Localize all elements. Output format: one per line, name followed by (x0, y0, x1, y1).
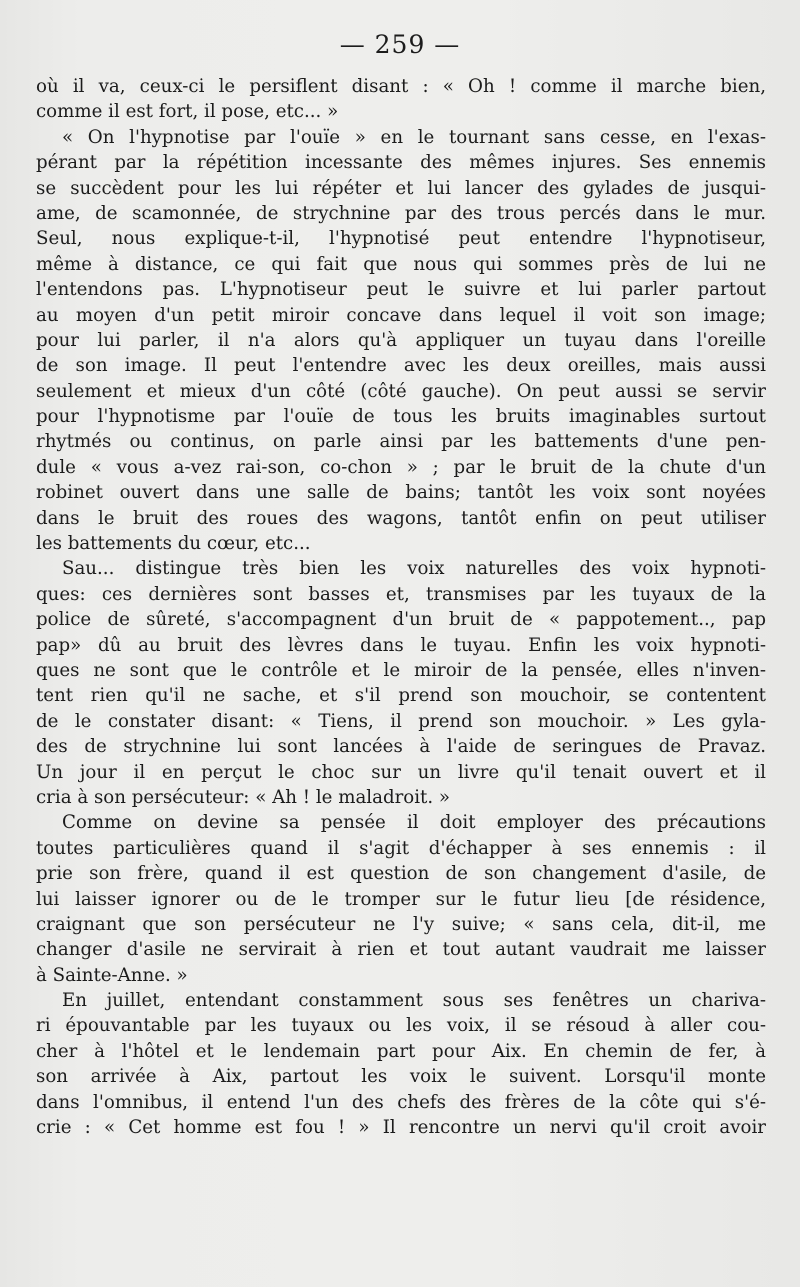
body-text (36, 74, 766, 1140)
text-line: pérant par la répétition incessante des mêmes injures. Ses ennemis (36, 152, 766, 174)
text-line: pour lui parler, il n'a alors qu'à appliquer un tuyau dans l'oreille (36, 329, 766, 351)
text-line: cria à son persécuteur: « Ah ! le maladroit. » (36, 786, 451, 808)
text-line: dans le bruit des roues des wagons, tantôt enfin on peut utiliser (36, 507, 766, 529)
text-line: à Sainte-Anne. » (36, 964, 188, 986)
text-line: ques: ces dernières sont basses et, transmises par les tuyaux de la (36, 583, 766, 605)
page-number: — 259 — (339, 30, 461, 59)
text-line: l'entendons pas. L'hypnotiseur peut le suivre et lui parler partout (36, 279, 766, 301)
text-line: se succèdent pour les lui répéter et lui lancer des gylades de jusqui- (36, 177, 766, 199)
text-line: au moyen d'un petit miroir concave dans lequel il voit son image; (36, 304, 766, 326)
text-line: comme il est fort, il pose, etc... » (36, 101, 339, 123)
text-line: Un jour il en perçut le choc sur un livre qu'il tenait ouvert et il (36, 761, 766, 783)
text-line: En juillet, entendant constamment sous ses fenêtres un chariva- (62, 990, 766, 1012)
text-line: crie : « Cet homme est fou ! » Il rencontre un nervi qu'il croit avoir (36, 1117, 766, 1139)
text-line: tent rien qu'il ne sache, et s'il prend son mouchoir, se contentent (36, 685, 766, 707)
text-line: pour l'hypnotisme par l'ouïe de tous les bruits imaginables surtout (36, 406, 766, 428)
text-line: toutes particulières quand il s'agit d'échapper à ses ennemis : il (36, 837, 766, 859)
text-line: Comme on devine sa pensée il doit employer des précautions (62, 812, 766, 834)
text-line: les battements du cœur, etc... (36, 533, 311, 555)
text-line: lui laisser ignorer ou de le tromper sur le futur lieu [de résidence, (36, 888, 766, 910)
text-line: dule « vous a-vez rai-son, co-chon » ; par le bruit de la chute d'un (36, 456, 766, 478)
text-line: rhytmés ou continus, on parle ainsi par les battements d'une pen- (36, 431, 766, 453)
text-line: craignant que son persécuteur ne l'y suive; « sans cela, dit-il, me (36, 913, 766, 935)
text-line: ri épouvantable par les tuyaux ou les voix, il se résoud à aller cou- (36, 1015, 766, 1037)
text-line: « On l'hypnotise par l'ouïe » en le tournant sans cesse, en l'exas- (62, 126, 766, 148)
text-line: même à distance, ce qui fait que nous qui sommes près de lui ne (36, 253, 766, 275)
text-line: de le constater disant: « Tiens, il prend son mouchoir. » Les gyla- (36, 710, 766, 732)
text-line: cher à l'hôtel et le lendemain part pour Aix. En chemin de fer, à (36, 1040, 766, 1062)
text-line: son arrivée à Aix, partout les voix le suivent. Lorsqu'il monte (36, 1066, 766, 1088)
text-line: Seul, nous explique-t-il, l'hypnotisé peut entendre l'hypnotiseur, (36, 228, 766, 250)
text-line: pap» dû au bruit des lèvres dans le tuyau. Enfin les voix hypnoti- (36, 634, 766, 656)
text-line: robinet ouvert dans une salle de bains; tantôt les voix sont noyées (36, 482, 766, 504)
text-line: prie son frère, quand il est question de son changement d'asile, de (36, 863, 766, 885)
text-line: des de strychnine lui sont lancées à l'aide de seringues de Pravaz. (36, 736, 766, 758)
text-line: police de sûreté, s'accompagnent d'un bruit de « pappotement.., pap (36, 609, 766, 631)
text-line: où il va, ceux-ci le persiflent disant : « Oh ! comme il marche bien, (36, 76, 766, 97)
text-line: dans l'omnibus, il entend l'un des chefs des frères de la côte qui s'é- (36, 1091, 766, 1113)
text-line: ame, de scamonnée, de strychnine par des trous percés dans le mur. (36, 202, 766, 224)
text-line: seulement et mieux d'un côté (côté gauche). On peut aussi se servir (36, 380, 766, 402)
text-line: ques ne sont que le contrôle et le miroir de la pensée, elles n'inven- (36, 659, 766, 681)
text-line: changer d'asile ne servirait à rien et tout autant vaudrait me laisser (36, 939, 766, 961)
text-line: Sau... distingue très bien les voix naturelles des voix hypnoti- (62, 558, 766, 580)
text-line: de son image. Il peut l'entendre avec les deux oreilles, mais aussi (36, 355, 766, 377)
